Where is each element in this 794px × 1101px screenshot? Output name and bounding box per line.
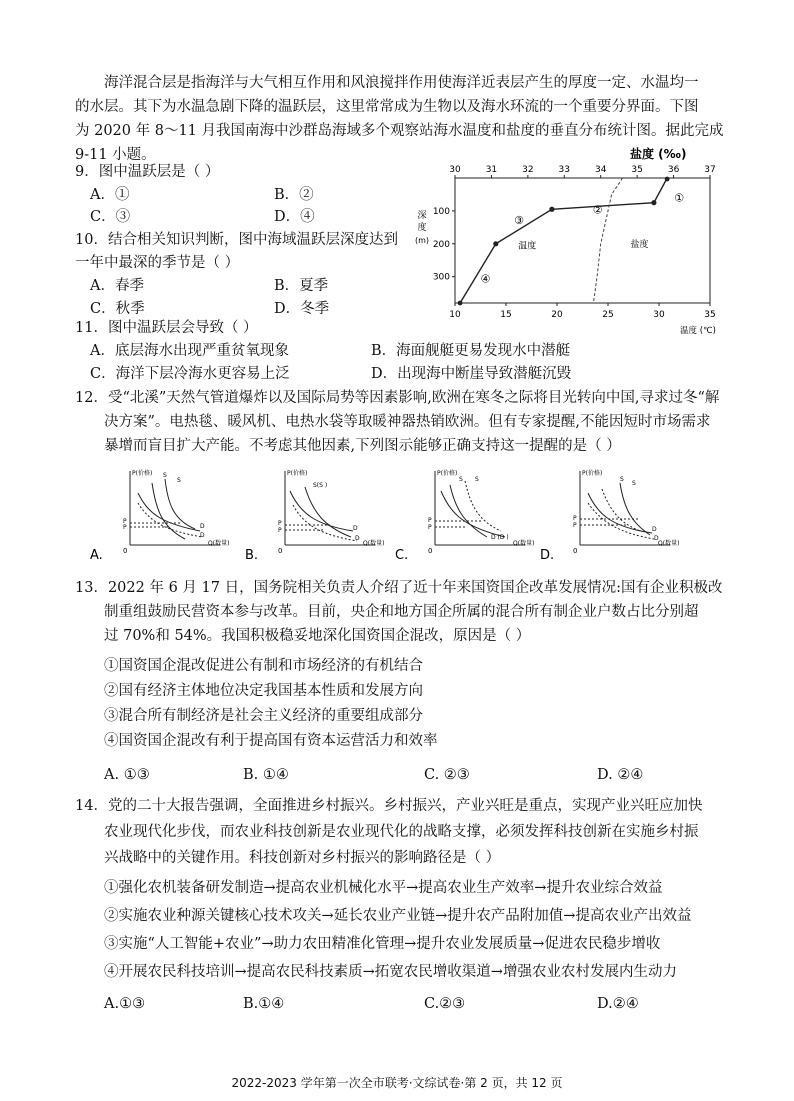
price-label: P (573, 515, 577, 522)
top-tick-label: 31 (485, 165, 498, 175)
quantity-axis-label: Q(数量) (513, 540, 535, 547)
price-axis-label: P(价格) (287, 470, 308, 477)
q14-path-1: ①强化农机装备研发制造→提高农业机械化水平→提高农业生产效率→提升农业综合效益 (104, 880, 663, 896)
price-label: P (573, 522, 577, 529)
q13-line-1: 13．2022 年 6 月 17 日，国务院相关负责人介绍了近十年来国资国企改革发展情况:国有企业积极改 (75, 580, 723, 596)
q11-option-c[interactable]: C．海洋下层冷海水更容易上泛 (90, 366, 290, 382)
q14-line-1: 14．党的二十大报告强调，全面推进乡村振兴。乡村振兴，产业兴旺是重点，实现产业兴旺应加快 (75, 798, 703, 814)
y-tick-label: 200 (432, 239, 450, 250)
supply-label: S (475, 476, 479, 483)
quantity-axis-label: Q(数量) (658, 540, 680, 547)
q9-option-a[interactable]: A．① (90, 187, 130, 203)
price-label: P (428, 524, 432, 531)
label-2: ② (592, 203, 603, 217)
supply-label: S (632, 480, 636, 487)
price-axis-label: P(价格) (582, 470, 603, 477)
supply-curve (465, 481, 501, 531)
temperature-salinity-chart (400, 140, 740, 340)
price-label: P (278, 527, 282, 534)
origin-label: 0 (123, 547, 128, 555)
supply-curve (152, 483, 185, 539)
q9-option-c[interactable]: C．③ (90, 209, 131, 225)
q9-option-d[interactable]: D．④ (274, 209, 315, 225)
depth-axis-unit: (m) (414, 236, 430, 245)
q10-option-d[interactable]: D．冬季 (274, 301, 330, 317)
q13-option-a[interactable]: A. ①③ (104, 767, 150, 783)
graph-letter: B. (245, 548, 259, 563)
origin-label: 0 (278, 547, 283, 555)
label-3: ③ (514, 214, 525, 228)
origin-label: 0 (573, 547, 578, 555)
y-tick-label: 100 (432, 206, 450, 217)
top-tick-label: 37 (704, 165, 716, 175)
price-label: P (123, 524, 127, 531)
top-tick-label: 36 (667, 165, 680, 175)
salinity-line (593, 178, 622, 303)
q14-path-3: ③实施“人工智能+农业”→助力农田精准化管理→提升农业发展质量→促进农民稳步增收 (104, 936, 661, 952)
q12-line-1: 12．受“北溪”天然气管道爆炸以及国际局势等因素影响,欧洲在寒冬之际将目光转向中国,寻求过冬“解 (75, 390, 720, 406)
q13-line-3: 过 70%和 54%。我国积极稳妥地深化国资国企混改，原因是（ ） (104, 628, 531, 644)
temperature-point (651, 200, 656, 205)
q14-option-b[interactable]: B.①④ (243, 996, 285, 1012)
quantity-axis-label: Q(数量) (363, 540, 385, 547)
q11-stem: 11．图中温跃层会导致（ ） (75, 320, 258, 336)
supply-label: S(S ) (313, 482, 328, 489)
q14-option-d[interactable]: D.②④ (597, 996, 639, 1012)
demand-label: D (200, 532, 205, 539)
bottom-tick-label: 15 (500, 310, 512, 320)
label-1: ① (674, 191, 685, 205)
demand-label: D (654, 535, 659, 542)
quantity-axis-label: Q(数量) (208, 540, 230, 547)
demand-curve (441, 491, 505, 537)
temperature-series-label: 温度 (518, 241, 537, 252)
q9-stem: 9．图中温跃层是（ ） (75, 164, 220, 180)
q13-statement-3: ③混合所有制经济是社会主义经济的重要组成部分 (104, 708, 423, 724)
q13-statement-4: ④国资国企混改有利于提高国有资本运营活力和效率 (104, 733, 438, 749)
q10-stem-2: 一年中最深的季节是（ ） (75, 255, 240, 271)
supply-label: S (177, 477, 181, 484)
q14-option-c[interactable]: C.②③ (424, 996, 466, 1012)
demand-label: D (200, 523, 205, 530)
bottom-tick-label: 20 (551, 310, 563, 320)
bottom-tick-label: 30 (653, 310, 665, 320)
q13-line-2: 制重组鼓励民营资本参与改革。目前，央企和地方国企所属的混合所有制企业户数占比分别超 (104, 604, 699, 620)
intro-line-4: 9-11 小题。 (75, 147, 156, 163)
price-axis-label: P(价格) (437, 470, 458, 477)
q14-path-2: ②实施农业种源关键核心技术攻关→延长农业产业链→提升农产品附加值→提高农业产出效益 (104, 908, 692, 924)
q10-option-a[interactable]: A．春季 (90, 278, 144, 294)
page-footer: 2022-2023 学年第一次全市联考·文综试卷·第 2 页，共 12 页 (231, 1076, 563, 1090)
q14-line-3: 兴战略中的关键作用。科技创新对乡村振兴的影响路径是（ ） (104, 850, 501, 866)
top-tick-label: 35 (631, 165, 643, 175)
salinity-axis-title: 盐度 (‰) (630, 147, 687, 161)
q12-graph-b[interactable] (245, 465, 385, 563)
demand-label: D (D ) (491, 534, 509, 541)
depth-axis-title-2: 度 (417, 223, 427, 233)
label-4: ④ (480, 272, 491, 286)
q12-graph-a[interactable] (90, 465, 230, 563)
q9-option-b[interactable]: B．② (274, 187, 314, 203)
q12-graph-c[interactable] (395, 465, 535, 563)
origin-label: 0 (428, 547, 433, 555)
q11-option-a[interactable]: A．底层海水出现严重贫氧现象 (90, 343, 289, 359)
plot-frame (455, 178, 710, 303)
top-tick-label: 30 (449, 165, 461, 175)
bottom-tick-label: 10 (449, 310, 461, 320)
supply-label: S (163, 472, 167, 479)
temperature-point (549, 207, 554, 212)
q14-option-a[interactable]: A.①③ (104, 996, 146, 1012)
graph-letter: A. (90, 548, 103, 563)
q14-line-2: 农业现代化步伐，而农业科技创新是农业现代化的战略支撑，必须发挥科技创新在实施乡村振 (104, 824, 699, 840)
price-label: P (278, 520, 282, 527)
q10-option-b[interactable]: B．夏季 (274, 278, 329, 294)
top-tick-label: 33 (558, 165, 571, 175)
q14-path-4: ④开展农民科技培训→提高农民科技素质→拓宽农民增收渠道→增强农业农村发展内生动力 (104, 964, 677, 980)
supply-label: S (459, 476, 463, 483)
depth-axis-title-1: 深 (417, 211, 427, 221)
q12-line-2: 决方案”。电热毯、暖风机、电热水袋等取暖神器热销欧洲。但有专家提醒,不能因短时市场需求 (104, 414, 711, 430)
temperature-point (493, 241, 498, 246)
price-label: P (123, 518, 127, 525)
intro-line-1: 海洋混合层是指海洋与大气相互作用和风浪搅拌作用使海洋近表层产生的厚度一定、水温均一 (104, 75, 699, 91)
graph-letter: D. (540, 548, 555, 563)
temperature-point (665, 177, 670, 182)
top-tick-label: 32 (522, 165, 534, 175)
bottom-tick-label: 25 (602, 310, 614, 320)
q13-option-d[interactable]: D. ②④ (597, 767, 644, 783)
graph-letter: C. (395, 548, 409, 563)
intro-line-3: 为 2020 年 8～11 月我国南海中沙群岛海域多个观察站海水温度和盐度的垂直分布统计图。据此完成 (75, 123, 724, 139)
q10-option-c[interactable]: C．秋季 (90, 301, 145, 317)
demand-label: D (652, 526, 657, 533)
intro-line-2: 的水层。其下为水温急剧下降的温跃层，这里常常成为生物以及海水环流的一个重要分界面。下图 (75, 99, 699, 115)
demand-label: D (353, 525, 358, 532)
supply-curve (165, 479, 195, 529)
q12-graph-d[interactable] (540, 465, 680, 563)
q13-option-c[interactable]: C. ②③ (424, 767, 470, 783)
q13-option-b[interactable]: B. ①④ (243, 767, 289, 783)
q11-option-d[interactable]: D．出现海中断崖导致潜艇沉毁 (371, 366, 572, 382)
top-tick-label: 34 (594, 165, 607, 175)
supply-label: S (620, 476, 624, 483)
q13-statement-1: ①国资国企混改促进公有制和市场经济的有机结合 (104, 658, 423, 674)
supply-curve (620, 483, 650, 535)
price-axis-label: P(价格) (132, 470, 153, 477)
y-tick-label: 300 (432, 272, 450, 283)
price-label: P (428, 517, 432, 524)
demand-label: D (355, 535, 360, 542)
q10-stem-1: 10．结合相关知识判断，图中海域温跃层深度达到 (75, 232, 398, 248)
q11-option-b[interactable]: B．海面舰艇更易发现水中潜艇 (371, 343, 571, 359)
q13-statement-2: ②国有经济主体地位决定我国基本性质和发展方向 (104, 683, 423, 699)
q12-line-3: 暴增而盲目扩大产能。不考虑其他因素,下列图示能够正确支持这一提醒的是（ ） (104, 438, 621, 454)
demand-curve (588, 493, 652, 533)
salinity-series-label: 盐度 (630, 239, 649, 250)
temperature-point (458, 301, 463, 306)
temperature-axis-title: 温度 (℃) (680, 326, 716, 336)
bottom-tick-label: 35 (704, 310, 716, 320)
